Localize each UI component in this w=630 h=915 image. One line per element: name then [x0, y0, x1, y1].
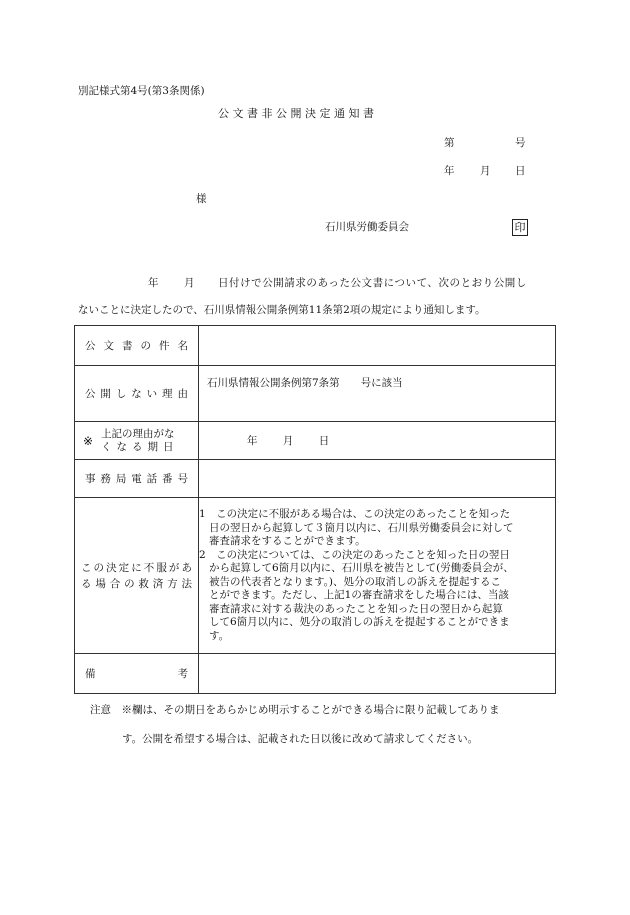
reason-value: 石川県情報公開条例第7条第 号に該当	[207, 377, 403, 389]
form-number: 別記様式第4号(第3条関係)	[78, 85, 205, 97]
remedy-line: から起算して6箇月以内に、石川県を被告として(労働委員会が、	[209, 562, 514, 574]
remedy-line: とができます。ただし、上記1の審査請求をした場合には、当該	[209, 589, 509, 601]
seal-mark: 印	[512, 219, 528, 236]
phone-value	[199, 460, 556, 498]
intro-line2: ないことに決定したので、石川県情報公開条例第11条第2項の規定により通知します。	[78, 304, 486, 316]
remedy-label-cell	[75, 498, 199, 654]
doc-name-label-char-1: 文	[103, 340, 114, 352]
remedy-line: 1 この決定に不服がある場合は、この決定のあったことを知った	[199, 508, 511, 520]
asterisk-mark: ※	[83, 433, 94, 448]
phone-label-char-4: 話	[146, 473, 158, 485]
reason-value-cell	[199, 366, 556, 422]
phone-label-char-5: 番	[162, 473, 173, 485]
doc-name-label-char-5: 名	[177, 340, 188, 352]
remedy-label-line1: この決定に不服があ	[81, 561, 192, 574]
number-suffix: 号	[515, 137, 526, 149]
note-line2: す。公開を希望する場合は、記載された日以後に改めて請求してください。	[122, 733, 479, 745]
document-title: 公 文 書 非 公 開 決 定 通 知 書	[218, 107, 374, 120]
phone-label-char-0: 事	[85, 473, 96, 485]
remedy-line: す。	[209, 629, 230, 642]
deadline-day: 日	[318, 435, 330, 447]
remedy-line: 審査請求に対する裁決のあったことを知った日の翌日から起算	[209, 602, 503, 615]
date-year: 年	[444, 165, 455, 177]
reason-label-char-1: 開	[100, 388, 111, 400]
date-month: 月	[480, 165, 491, 177]
date-day: 日	[515, 165, 526, 177]
doc-name-label-cell	[75, 326, 199, 366]
reason-label-char-4: い	[146, 388, 158, 400]
deadline-value-cell	[199, 422, 556, 460]
decision-table	[74, 325, 556, 694]
doc-name-value	[199, 326, 556, 366]
doc-name-label-char-0: 公	[85, 340, 96, 352]
remedy-line: 日の翌日から起算して３箇月以内に、石川県労働委員会に対して	[209, 521, 514, 534]
remarks-label-right: 考	[177, 668, 188, 680]
deadline-year: 年	[247, 435, 258, 447]
intro-line1: 日付けで公開請求のあった公文書について、次のとおり公開し	[218, 277, 527, 289]
intro-month: 月	[184, 277, 195, 289]
doc-name-label-char-4: 件	[159, 340, 170, 352]
phone-label-char-6: 号	[177, 473, 188, 485]
intro-year: 年	[148, 277, 159, 289]
remarks-label-left: 備	[85, 668, 96, 680]
phone-label	[75, 471, 198, 486]
reason-label-char-0: 公	[85, 388, 96, 400]
deadline-label-line1: 上記の理由がな	[101, 427, 175, 440]
note-line1: 注意 ※欄は、その期日をあらかじめ明示することができる場合に限り記載してありま	[90, 704, 500, 716]
issuer-name: 石川県労働委員会	[325, 221, 409, 233]
deadline-month: 月	[282, 435, 294, 447]
remedy-line: 被告の代表者となります。)、処分の取消しの訴えを提起するこ	[209, 575, 502, 588]
deadline-label-line2: くなる期日	[101, 440, 179, 453]
doc-name-label	[75, 338, 198, 353]
reason-label-cell	[75, 366, 199, 422]
phone-label-char-3: 電	[131, 473, 142, 485]
reason-label-char-6: 由	[177, 388, 188, 400]
number-prefix: 第	[444, 137, 455, 149]
remedy-line: 審査請求をすることができます。	[209, 535, 366, 547]
reason-label-char-2: し	[115, 388, 127, 400]
remedy-label-line2: る場合の救済方法	[81, 577, 192, 590]
remarks-value	[199, 654, 556, 694]
reason-label-char-3: な	[131, 388, 142, 400]
doc-name-label-char-3: の	[140, 340, 151, 352]
reason-label-char-5: 理	[162, 388, 173, 400]
reason-label	[75, 386, 198, 401]
deadline-label-cell	[75, 422, 199, 460]
phone-label-char-1: 務	[100, 473, 111, 485]
addressee-suffix: 様	[196, 193, 207, 205]
remarks-label-cell	[75, 654, 199, 694]
phone-label-char-2: 局	[115, 473, 127, 485]
remedy-text-cell	[199, 498, 556, 654]
doc-name-label-char-2: 書	[122, 340, 133, 352]
remedy-line: 2 この決定については、この決定のあったことを知った日の翌日	[199, 548, 510, 561]
phone-label-cell	[75, 460, 199, 498]
remedy-line: して6箇月以内に、処分の取消しの訴えを提起することができま	[209, 616, 510, 628]
